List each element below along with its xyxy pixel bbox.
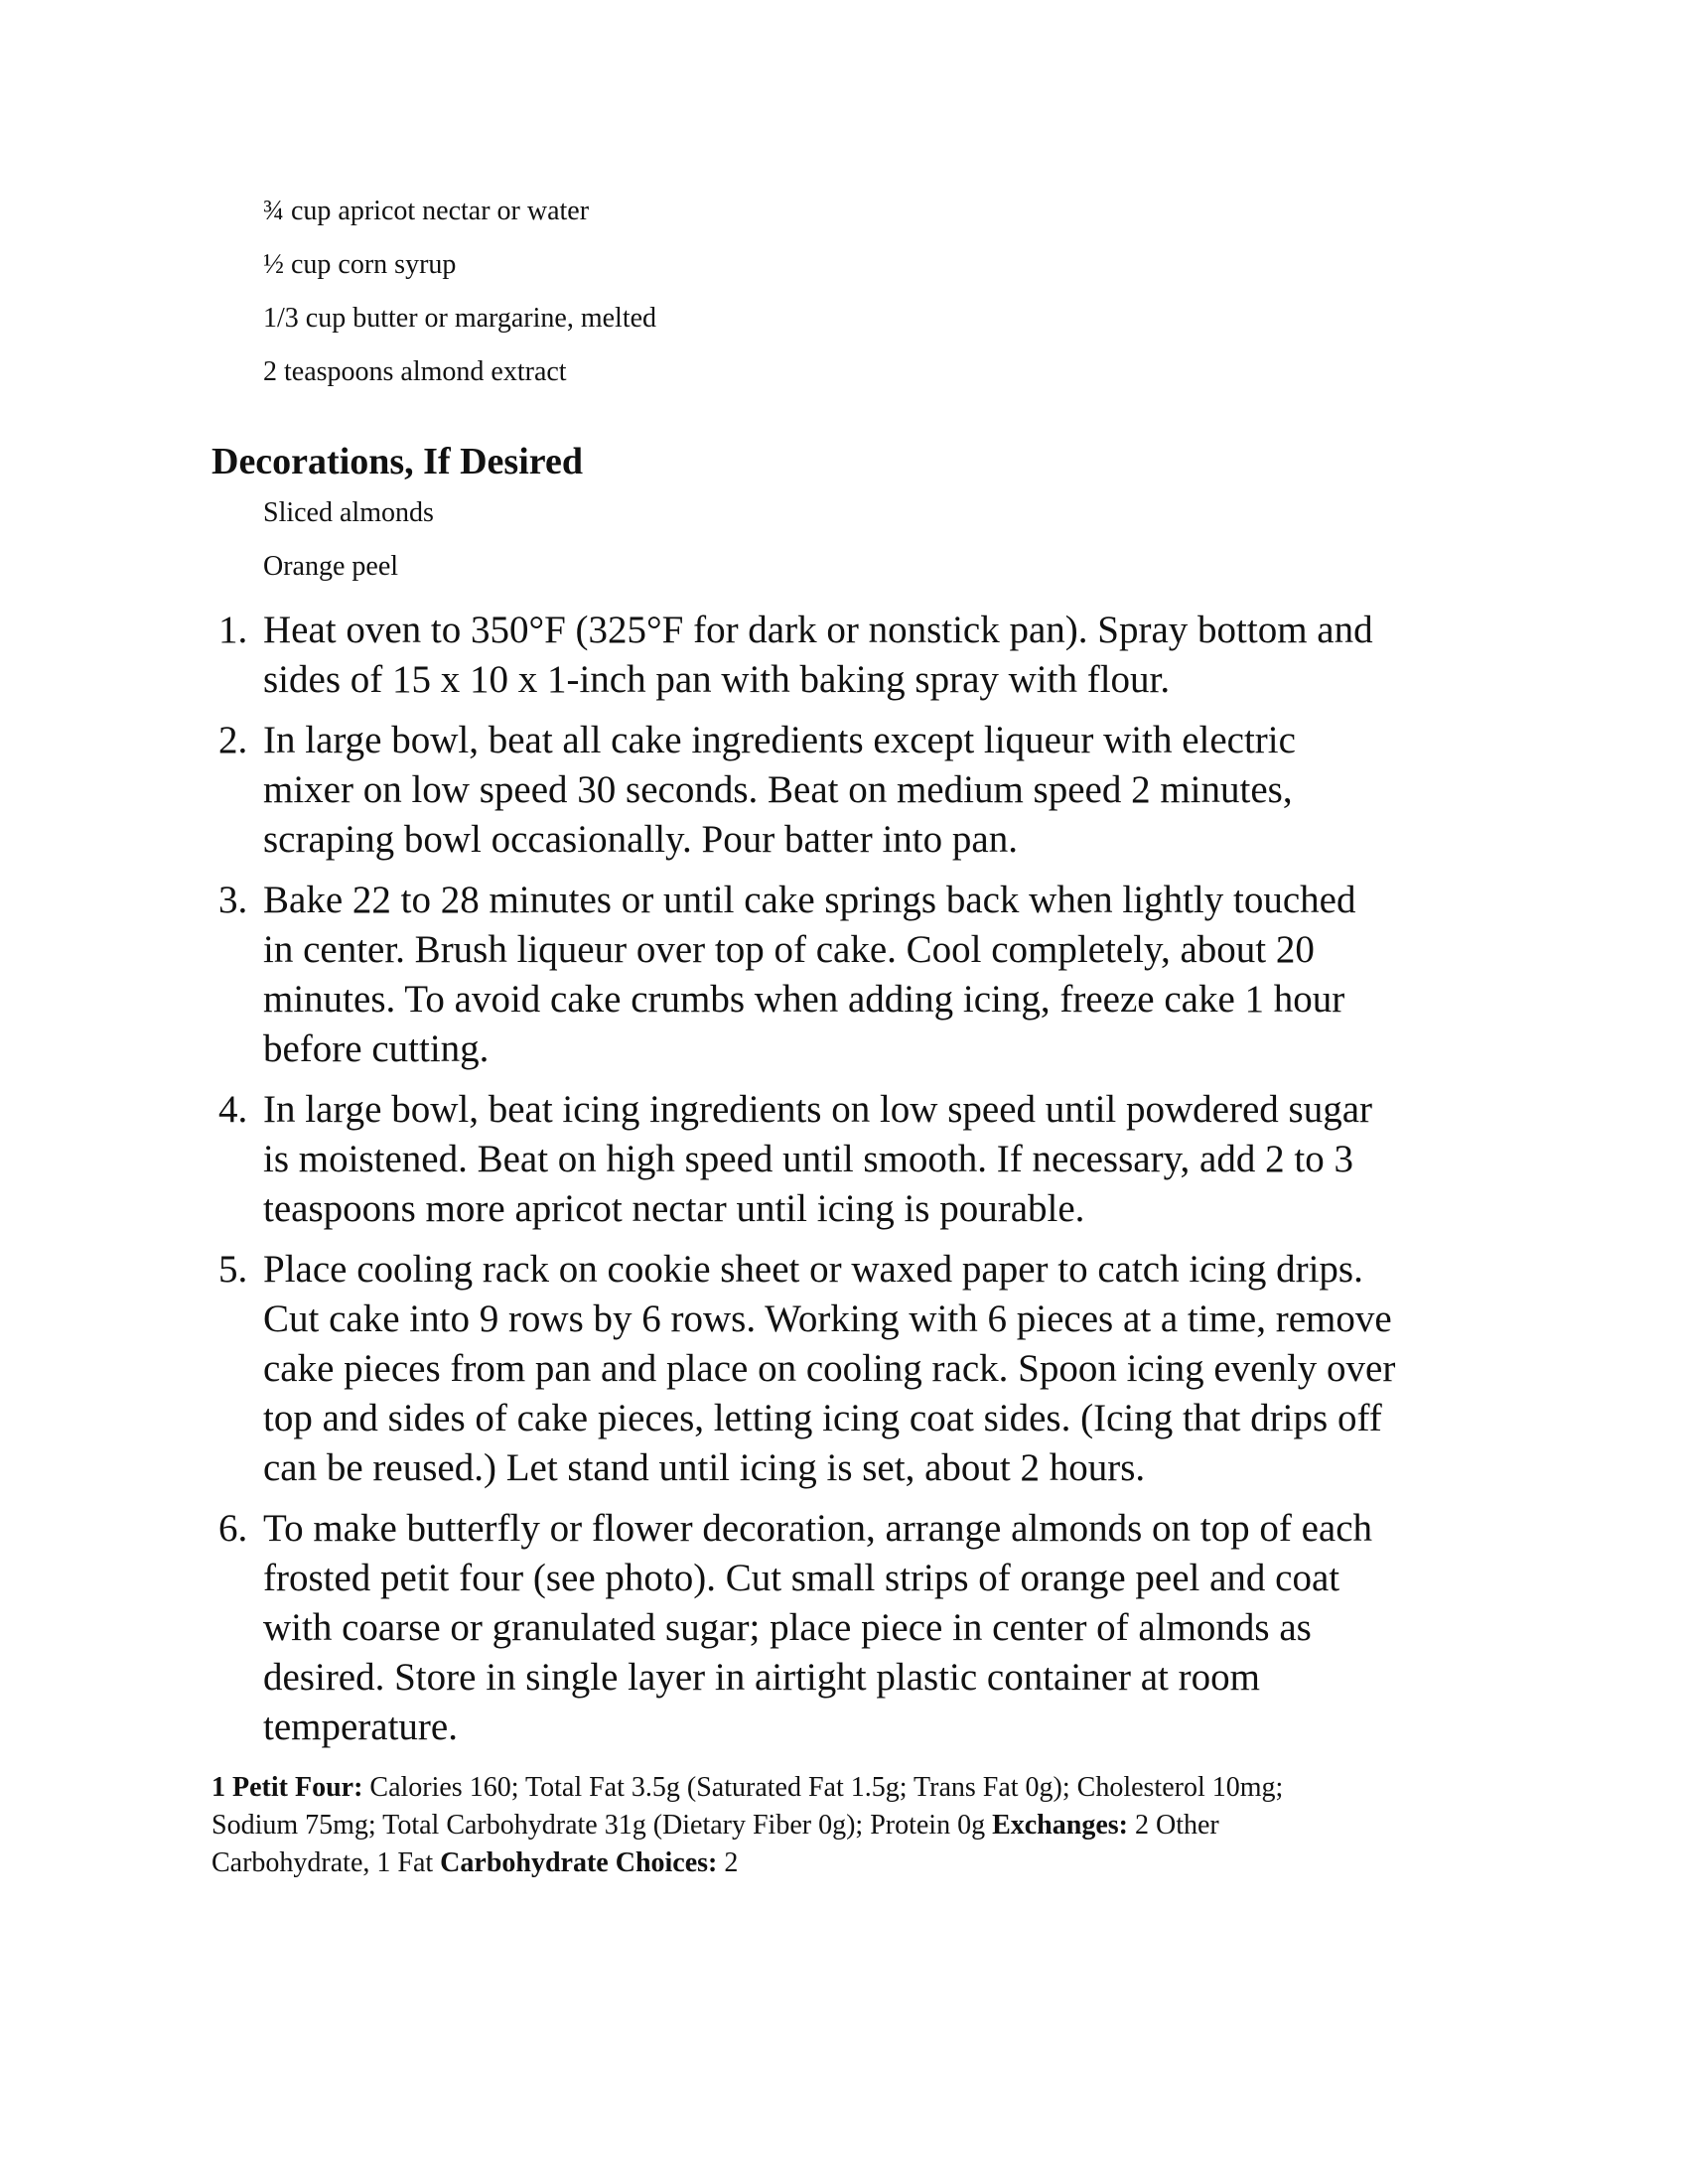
directions-list: [218, 606, 1509, 1763]
carb-choices-value: 2: [724, 1847, 739, 1878]
step-text-line: Heat oven to 350°F (325°F for dark or nonstick pan). Spray bottom and: [263, 609, 1373, 651]
step-text-line: In large bowl, beat icing ingredients on low speed until powdered sugar: [263, 1088, 1373, 1131]
step-text-line: minutes. To avoid cake crumbs when adding icing, freeze cake 1 hour: [263, 978, 1345, 1021]
step-text-line: mixer on low speed 30 seconds. Beat on medium speed 2 minutes,: [263, 768, 1293, 811]
direction-step: [218, 606, 1509, 705]
decoration-item: Orange peel: [263, 551, 399, 582]
nutrition-facts-text: Calories 160; Total Fat 3.5g (Saturated Fat 1.5g; Trans Fat 0g); Cholesterol 10mg;: [369, 1772, 1284, 1803]
step-text-line: temperature.: [263, 1706, 458, 1748]
nutrition-line: [211, 1844, 1502, 1882]
step-number: 2.: [218, 719, 248, 761]
step-text-line: with coarse or granulated sugar; place piece in center of almonds as: [263, 1606, 1312, 1649]
step-text-line: cake pieces from pan and place on cooling rack. Spoon icing evenly over: [263, 1347, 1396, 1390]
step-text-line: Bake 22 to 28 minutes or until cake springs back when lightly touched: [263, 879, 1356, 921]
step-text-line: In large bowl, beat all cake ingredients except liqueur with electric: [263, 719, 1296, 761]
direction-step: [218, 1245, 1509, 1493]
ingredient-item: ½ cup corn syrup: [263, 249, 457, 280]
decoration-item: Sliced almonds: [263, 497, 434, 528]
direction-step: [218, 876, 1509, 1074]
direction-step: [218, 1085, 1509, 1234]
exchanges-label: Exchanges:: [992, 1810, 1128, 1841]
step-text-line: before cutting.: [263, 1027, 490, 1070]
step-text-line: is moistened. Beat on high speed until smooth. If necessary, add 2 to 3: [263, 1138, 1353, 1180]
decorations-heading: Decorations, If Desired: [211, 441, 583, 482]
step-text-line: Cut cake into 9 rows by 6 rows. Working with 6 pieces at a time, remove: [263, 1297, 1392, 1340]
step-text-line: can be reused.) Let stand until icing is set, about 2 hours.: [263, 1446, 1146, 1489]
step-number: 5.: [218, 1248, 248, 1291]
step-text-line: top and sides of cake pieces, letting icing coat sides. (Icing that drips off: [263, 1397, 1382, 1439]
step-text-line: frosted petit four (see photo). Cut small strips of orange peel and coat: [263, 1557, 1340, 1599]
direction-step: [218, 1504, 1509, 1752]
decorations-list: [263, 496, 434, 604]
step-number: 4.: [218, 1088, 248, 1131]
step-text-line: desired. Store in single layer in airtight plastic container at room: [263, 1656, 1260, 1699]
ingredient-list: [263, 195, 656, 409]
step-number: 3.: [218, 879, 248, 921]
step-text-line: Place cooling rack on cookie sheet or waxed paper to catch icing drips.: [263, 1248, 1363, 1291]
exchanges-value: Carbohydrate, 1 Fat: [211, 1847, 434, 1878]
ingredient-item: 1/3 cup butter or margarine, melted: [263, 303, 657, 334]
serving-label: 1 Petit Four:: [211, 1772, 363, 1803]
ingredient-item: ¾ cup apricot nectar or water: [263, 196, 590, 226]
exchanges-value: 2 Other: [1134, 1810, 1219, 1841]
step-number: 1.: [218, 609, 248, 651]
carb-choices-label: Carbohydrate Choices:: [440, 1847, 718, 1878]
step-number: 6.: [218, 1507, 248, 1550]
step-text-line: teaspoons more apricot nectar until icing is pourable.: [263, 1187, 1085, 1230]
step-text-line: scraping bowl occasionally. Pour batter into pan.: [263, 818, 1018, 861]
step-text-line: To make butterfly or flower decoration, arrange almonds on top of each: [263, 1507, 1373, 1550]
nutrition-line: [211, 1807, 1502, 1844]
nutrition-info: [211, 1769, 1502, 1882]
nutrition-line: [211, 1769, 1502, 1807]
step-text-line: in center. Brush liqueur over top of cake. Cool completely, about 20: [263, 928, 1315, 971]
direction-step: [218, 716, 1509, 865]
ingredient-item: 2 teaspoons almond extract: [263, 356, 567, 387]
step-text-line: sides of 15 x 10 x 1-inch pan with baking spray with flour.: [263, 658, 1171, 701]
nutrition-facts-text: Sodium 75mg; Total Carbohydrate 31g (Dietary Fiber 0g); Protein 0g: [211, 1810, 986, 1841]
